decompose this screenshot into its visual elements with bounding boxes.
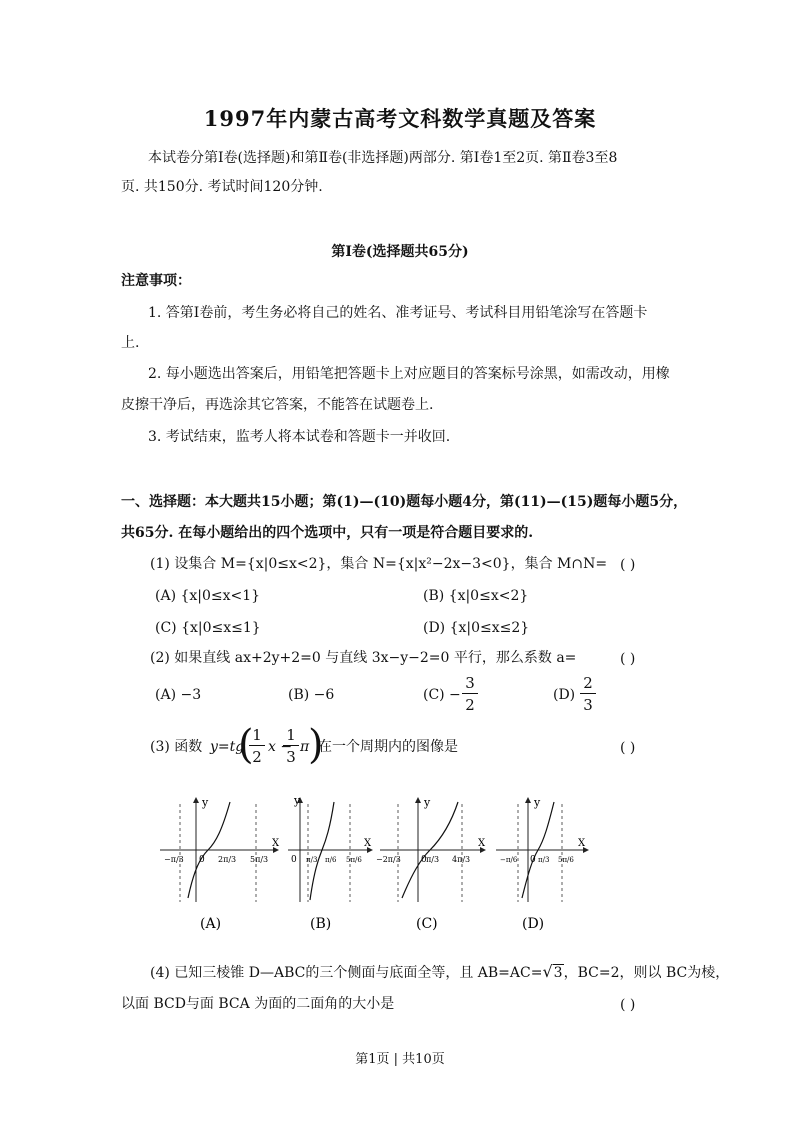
- q2-option-c-numerator: 3: [462, 674, 478, 694]
- graph-c-axis-y: y: [424, 796, 431, 809]
- notice-heading: 注意事项：: [121, 273, 191, 289]
- graph-a-tick-mid: 2π/3: [218, 855, 237, 864]
- q2-option-d-fraction: [580, 674, 596, 714]
- q1-answer-paren: ( ): [620, 557, 636, 573]
- q2-option-d-label: (D): [553, 687, 576, 703]
- graph-b-label: (B): [310, 916, 332, 932]
- q2-option-c-label: (C): [423, 687, 445, 703]
- graph-b-tick-mid: π/6: [325, 856, 337, 864]
- q4-line-1-part-a: (4) 已知三棱锥 D—ABC的三个侧面与底面全等，且 AB=AC=: [150, 965, 543, 981]
- part1-line-2: 共65分. 在每小题给出的四个选项中，只有一项是符合题目要求的.: [121, 525, 534, 541]
- graph-d: [496, 796, 588, 932]
- q2-answer-paren: ( ): [620, 651, 636, 667]
- graph-d-axis-x: X: [578, 838, 586, 849]
- graph-d-tick-right: 5π/6: [558, 856, 574, 864]
- q3-third-numerator: 1: [283, 726, 299, 746]
- q1-option-b: (B) {x|0≤x<2}: [423, 588, 529, 604]
- intro-line-2: 页. 共150分. 考试时间120分钟.: [121, 179, 323, 195]
- q3-half-denominator: 2: [252, 748, 262, 766]
- q2-option-d-denominator: 3: [583, 696, 593, 714]
- q3-function-name: y=tg: [210, 739, 245, 755]
- sqrt-symbol: √: [542, 962, 553, 981]
- graph-c-tick-right: 4π/3: [452, 855, 471, 864]
- q3-graph-options: [150, 790, 590, 935]
- q1-option-d: (D) {x|0≤x≤2}: [423, 620, 530, 636]
- q3-left-paren: (: [238, 722, 254, 768]
- q2-option-b: (B) −6: [288, 687, 335, 703]
- notice-item-1-line-2: 上.: [121, 335, 140, 351]
- q3-prefix: (3) 函数: [150, 739, 203, 755]
- q3-x-minus: x −: [268, 739, 293, 755]
- q2-option-c-fraction: [462, 674, 478, 714]
- intro-line-1: 本试卷分第Ⅰ卷(选择题)和第Ⅱ卷(非选择题)两部分. 第Ⅰ卷1至2页. 第Ⅱ卷3至8: [148, 150, 618, 166]
- graph-d-tick-left: −π/6: [500, 856, 518, 864]
- graph-a-label: (A): [200, 916, 222, 932]
- graph-a-origin: 0: [199, 855, 205, 865]
- graph-b: [288, 794, 372, 932]
- notice-item-2-line-1: 2. 每小题选出答案后，用铅笔把答题卡上对应题目的答案标号涂黑，如需改动，用橡: [148, 366, 670, 382]
- q4-line-1-part-b: ，BC=2，则以 BC为棱，: [563, 965, 730, 981]
- q4-line-1: [150, 964, 729, 980]
- graph-b-axis-y: y: [294, 794, 301, 807]
- graph-c-axis-x: X: [478, 838, 486, 849]
- graph-a-tick-right: 5π/3: [250, 855, 269, 864]
- graph-b-axis-x: X: [364, 838, 372, 849]
- q3-half-numerator: 1: [249, 726, 265, 746]
- graph-c: [376, 796, 486, 932]
- graph-c-label: (C): [416, 916, 438, 932]
- part1-line-1: 一、选择题：本大题共15小题；第(1)—(10)题每小题4分，第(11)—(15)题每小题5分，: [121, 494, 688, 510]
- q4-answer-paren: ( ): [620, 997, 636, 1013]
- q1-stem: (1) 设集合 M={x|0≤x<2}，集合 N={x|x²−2x−3<0}，集合 M∩N=: [150, 556, 608, 572]
- notice-item-3: 3. 考试结束，监考人将本试卷和答题卡一并收回.: [148, 429, 451, 445]
- page-title: 1997年内蒙古高考文科数学真题及答案: [203, 106, 597, 131]
- q2-option-a: (A) −3: [155, 687, 202, 703]
- q4-line-2: 以面 BCD与面 BCA 为面的二面角的大小是: [121, 996, 395, 1012]
- q4-sqrt-value: 3: [553, 965, 563, 981]
- notice-item-2-line-2: 皮擦干净后，再选涂其它答案，不能答在试题卷上.: [121, 397, 434, 413]
- notice-item-1-line-1: 1. 答第Ⅰ卷前，考生务必将自己的姓名、准考证号、考试科目用铅笔涂写在答题卡: [148, 305, 648, 321]
- q3-right-paren: ): [308, 722, 324, 768]
- graph-c-origin: 0: [421, 855, 427, 865]
- q2-option-d-numerator: 2: [580, 674, 596, 694]
- graph-a: [160, 796, 280, 932]
- q3-fraction-third: [283, 726, 299, 766]
- q1-option-a: (A) {x|0≤x<1}: [155, 588, 261, 604]
- graph-d-label: (D): [522, 916, 545, 932]
- q3-suffix: 在一个周期内的图像是: [318, 739, 458, 755]
- graph-d-origin: 0: [530, 855, 536, 865]
- q2-stem: (2) 如果直线 ax+2y+2=0 与直线 3x−y−2=0 平行，那么系数 a=: [150, 650, 577, 666]
- graph-a-tick-left: −π/3: [164, 855, 184, 864]
- graph-b-origin: 0: [291, 855, 297, 865]
- graph-c-tick-mid: π/3: [426, 855, 440, 864]
- graph-b-tick-left: π/3: [306, 856, 318, 864]
- graph-b-tick-right: 5π/6: [346, 856, 362, 864]
- graph-a-axis-x: X: [272, 838, 280, 849]
- q3-fraction-half: [249, 726, 265, 766]
- q2-option-c-denominator: 2: [465, 696, 475, 714]
- graph-c-tick-left: −2π/3: [376, 855, 401, 864]
- graph-a-axis-y: y: [202, 796, 209, 809]
- q3-answer-paren: ( ): [620, 740, 636, 756]
- q2-option-c-sign: −: [449, 687, 461, 703]
- q3-pi: π: [300, 739, 310, 755]
- q3-third-denominator: 3: [286, 748, 296, 766]
- graph-d-axis-y: y: [534, 796, 541, 809]
- graph-d-tick-mid: π/3: [538, 856, 550, 864]
- q1-option-c: (C) {x|0≤x≤1}: [155, 620, 261, 636]
- page-footer: 第1页 | 共10页: [355, 1052, 445, 1067]
- section-title: 第Ⅰ卷(选择题共65分): [331, 244, 469, 260]
